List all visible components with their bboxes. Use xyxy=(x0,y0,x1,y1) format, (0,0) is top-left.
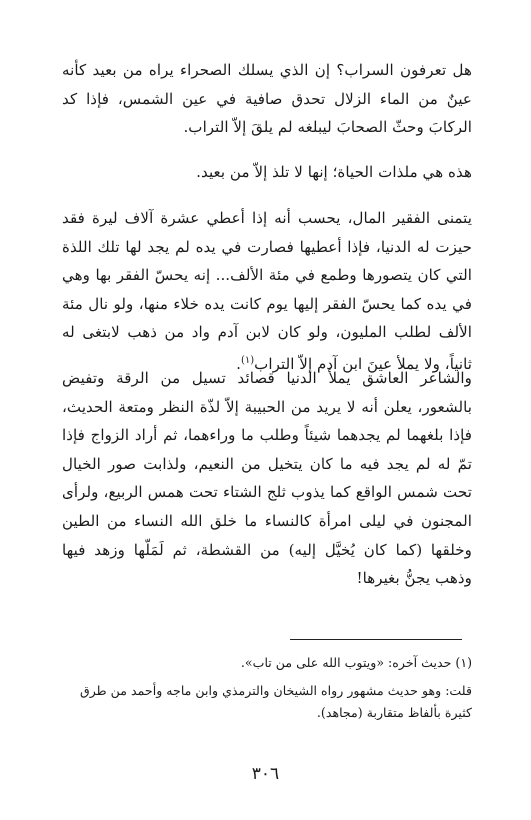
footnote-1: (١) حديث آخره: «ويتوب الله على من تاب». xyxy=(240,655,472,670)
footnote-marker: (١) xyxy=(240,354,255,366)
paragraph-poor-man: يتمنى الفقير المال، يحسب أنه إذا أعطي عشرة آلاف ليرة فقد حيزت له الدنيا، فإذا أعطيها فصارت في يده لم يجد لها تلك اللذة التي كان يتصورها وطمع في مئة الألف... إنه يحسّ الفقر بها وهي في يده كما يحسّ الفقر إليها يوم كانت يده خلاء منها، ولو نال مئة الألف لطلب المليون، ولو كان لابن آدم واد من ذهب لابتغى له ثانياً، ولا يملأ عينَ ابن آدم إلاّ التراب$^{(١)}$. xyxy=(62,209,472,374)
page-number: ٣٠٦ xyxy=(251,764,280,784)
paragraph-mirage: هل تعرفون السراب؟ إن الذي يسلك الصحراء يراه من بعيد كأنه عينٌ من الماء الزلال تحدق صافية في عين الشمس، فإذا كد الركابَ وحثّ الصحابَ ليبلغه لم يلقَ إلاّ التراب. xyxy=(62,61,472,137)
paragraph-pleasures: هذه هي ملذات الحياة؛ إنها لا تلذ إلاّ من بعيد. xyxy=(196,163,472,181)
paragraph-poet-lover: والشاعر العاشق يملأ الدنيا قصائد تسيل من الرقة وتفيض بالشعور، يعلن أنه لا يريد من الحبيبة إلاّ لذّة النظر ومتعة الحديث، فإذا بلغهما لم يجدهما شيئاً وطلب ما وراءهما، ثم أراد الزواج فإذا تمّ له لم يجد فيه ما كان يتخيل من النعيم، ولذابت صور الخيال تحت شمس الواقع كما يذوب ثلج الشتاء تحت همس الربيع، ولرأى المجنون في ليلى امرأة كالنساء ما خلق الله النساء من الطين وخلقها (كما كان يُخيَّل إليه) من القشطة، ثم لَمَلّها وزهد فيها وذهب يجنُّ بغيرها! xyxy=(62,369,472,588)
paragraph-poor-man-text: يتمنى الفقير المال، يحسب أنه إذا أعطي عشرة آلاف ليرة فقد حيزت له الدنيا، فإذا أعطيها فصارت في يده لم يجد لها تلك اللذة التي كان يتصورها وطمع في مئة الألف... إنه يحسّ الفقر بها وهي في يده كما يحسّ الفقر إليها يوم كانت يده خلاء منها، ولو نال مئة الألف لطلب المليون، ولو كان لابن آدم واد من ذهب لابتغى له ثانياً، ولا يملأ عينَ ابن آدم إلاّ التراب xyxy=(62,209,472,374)
footnote-1-comment: قلت: وهو حديث مشهور رواه الشيخان والترمذي وابن ماجه وأحمد من طرق كثيرة بألفاظ متقاربة (مجاهد). xyxy=(79,683,472,720)
footnote-divider xyxy=(290,639,462,640)
